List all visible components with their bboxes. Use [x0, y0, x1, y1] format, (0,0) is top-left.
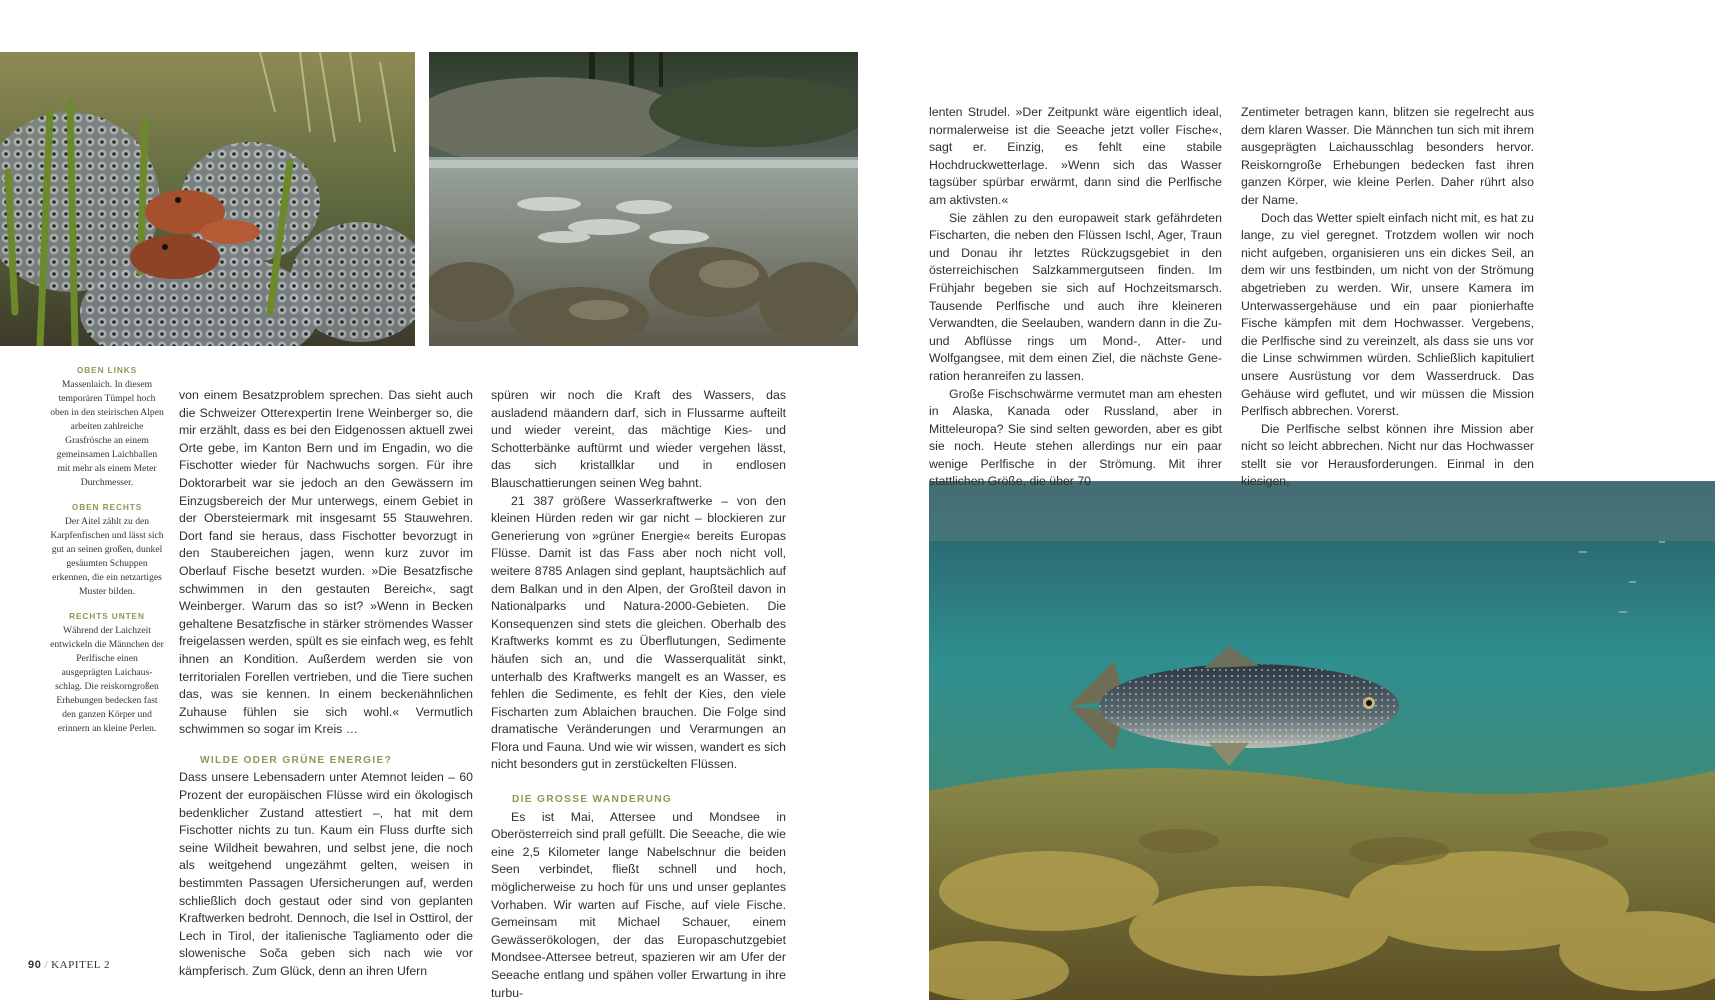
text-column-1: [179, 387, 473, 981]
paragraph: spüren wir noch die Kraft des Wassers, das ausladend mäandern darf, sich in Flussarme aufteilt und wieder vereint, das mächtige Kies- und Schotterbänke auftürmt und wieder vergehen lässt, das sich kristallklar und in endlosen Blauschattierungen seinen Weg bahnt.: [491, 388, 786, 490]
paragraph: von einem Besatzproblem sprechen. Das sieht auch die Schweizer Otterexpertin Irene Weinberger so, die mir erzählt, dass es bei den Eidgenossen aktuell zwei Orte gebe, im Kanton Bern und im Engadin, wo die Fischotter wieder für Nachwuchs sorgen. Für ihre Doktorarbeit war sie jedoch an den Gewässern im Einzugsbereich der Mur unterwegs, einem Gebiet in der Obersteiermark mit insgesamt 55 Stauwehren. Dort fand sie heraus, dass Fischotter bevorzugt in den Staubereichen jagen, wenn kurz zuvor im Oberlauf Fische besetzt wurden. »Die Besatzfische schwimmen in den gestauten Bereich«, sagt Weinberger. Warum das so ist? »Wenn in Becken gehaltene Besatzfische in stärker strömendes Wasser freigelassen werden, spült es sie einfach weg, es fehlt ihnen an Kondition. Außerdem werden sie von territorialen Forellen vertrieben, und die Tiere suchen das, was sie kennen. In einem beckenähnlichen Zuhause fühlen sie sich wohl.« Vermutlich schwimmen so sogar im Kreis …: [179, 388, 473, 737]
caption-oben-links: [50, 364, 164, 490]
paragraph: Sie zählen zu den europaweit stark gefährdeten Fischarten, die neben den Flüssen Ischl, Ager, Traun und Donau ihr letztes Rückzugsgebiet in den österreichischen Salzkammergutseen finden. Im Frühjahr begeben sie sich auf Hochzeitsmarsch. Tausende Perlfische und auch ihre kleineren Verwandten, die Seelauben, wandern dann in die Zu- und Abflüsse rings um Mond-, Atter- und Wolfgangsee, mit dem einen Ziel, die nächste Generation heranreifen zu lassen.: [929, 210, 1222, 383]
section-heading: WILDE ODER GRÜNE ENERGIE?: [200, 754, 393, 766]
text-column-3: [929, 104, 1222, 491]
page-number: 90: [28, 959, 42, 971]
text-column-4: [1241, 104, 1534, 491]
caption-heading: RECHTS UNTEN: [69, 611, 145, 621]
paragraph: Große Fischschwärme vermutet man am ehesten in Alaska, Kanada oder Russland, aber in Mitteleuropa? Sie sind selten geworden, aber es gibt sie noch. Heute stehen allerdings nur ein paar wenige Perlfische in der Strömung. Mit ihrer stattlichen Größe, die über 70: [929, 386, 1222, 489]
photo-frogs-spawn: [0, 52, 415, 346]
paragraph: Dass unsere Lebensadern unter Atemnot leiden – 60 Prozent der europäischen Flüsse wird ein ökologisch bedenklicher Zustand attestiert –, hat mit dem Fischotter nichts zu tun. Kaum ein Fluss durfte sich seine Wildheit bewahren, und selbst jene, die noch als weitgehend ungezähmt gelten, weisen in bestimmten Passagen Ufersicherungen auf, werden schließlich doch gestaut oder sind von geplanten Kraftwerken bedroht. Dennoch, die Isel in Osttirol, der Lech in Tirol, der italienische Tagliamento oder die slowenische Soča geben sich nach wie vor kämpferisch. Zum Glück, denn an ihren Ufern: [179, 770, 473, 978]
section-heading: DIE GROSSE WANDERUNG: [512, 794, 673, 806]
caption-column: [50, 364, 164, 747]
paragraph: 21 387 größere Wasserkraftwerke – von den kleinen Hürden reden wir gar nicht – blockieren zur Generierung von »grüner Energie« bereits Europas Flüsse. Damit ist das Fass aber noch nicht voll, weitere 8785 Anlagen sind geplant, hauptsächlich auf dem Balkan und in den Alpen, der Großteil davon in Nationalparks und Natura-2000-Gebieten. Die Konsequenzen sind stets die gleichen. Oberhalb des Kraftwerks kommt es zu Überflutungen, Sedimente häufen sich an, und die Wasserqualität sinkt, unterhalb des Kraftwerks mangelt es an Wasser, es fehlen die Sedimente, es fehlt der Kies, den viele Fischarten zum Ablaichen brauchen. Die Folge sind dramatische Veränderungen und Verarmungen an Flora und Fauna. Und wie wir wissen, wandert es sich nicht besonders gut in zerstückelten Flüssen.: [491, 493, 786, 772]
folio-separator: /: [44, 959, 49, 971]
photo-perlfisch-underwater: [929, 481, 1715, 1000]
caption-text: Der Aitel zählt zu den Karpfenfischen und lässt sich gut an seinen großen, dunkel gesäumten Schuppen erkennen, die ein netzartiges Muster bilden.: [50, 516, 164, 597]
paragraph: Es ist Mai, Attersee und Mondsee in Oberösterreich sind prall gefüllt. Die Seeache, die wie eine 2,5 Kilometer lange Nabelschnur die beiden Seen verbindet, fließt schnell und hoch, möglicherweise zu hoch für uns und unser geplantes Vorhaben. Wir warten auf Fische, auf viele Fische. Gemeinsam mit Michael Schauer, einem Gewässerökologen, der das Europaschutzgebiet Mondsee-Attersee betreut, spazieren wir am Ufer der Seeache entlang und spähen voller Erwartung in ihre turbu-: [491, 809, 786, 1000]
text-column-2: [491, 387, 786, 1002]
paragraph: Doch das Wetter spielt einfach nicht mit, es hat zu lange, zu viel geregnet. Trotzdem wollen wir noch nicht aufgeben, organisieren uns ein dickes Seil, an dem wir uns festbinden, um nicht von der Strömung abgetrieben zu werden. Wir, unsere Kamera im Unterwassergehäuse und ein paar pionierhafte Fische kämpfen mit dem Hochwasser. Vergebens, die Perlfische sind zu vereinzelt, als dass sie uns vor die Linse schwimmen würden. Schließlich kapituliert unsere Ausrüstung vor dem Wasserdruck. Das Gehäuse wird geflutet, und wir müssen die Mission Perlfisch abbrechen. Vorerst.: [1241, 210, 1534, 419]
paragraph: Zentimeter betragen kann, blitzen sie regelrecht aus dem klaren Wasser. Die Männchen tun sich mit ihrem ausgeprägten Laichausschlag besonders hervor. Reiskorngroße Erhebungen bedecken fast ihren ganzen Körper, wie kleine Perlen. Daher rührt also der Name.: [1241, 105, 1534, 207]
caption-text: Während der Laichzeit entwickeln die Männchen der Perlfische einen ausgeprägten Laichausschlag. Die reiskorngroßen Erhebungen bedecken fast den ganzen Körper und erinnern an kleine Perlen.: [50, 625, 164, 734]
caption-heading: OBEN RECHTS: [71, 502, 143, 512]
caption-rechts-unten: [50, 610, 164, 736]
caption-heading: OBEN LINKS: [76, 365, 138, 375]
paragraph: lenten Strudel. »Der Zeitpunkt wäre eigentlich ideal, normalerweise ist die Seeache jetzt voller Fische«, sagt er. Einzig, es fehlt eine stabile Hochdruckwetterlage. »Wenn sich das Wasser tagsüber spürbar erwärmt, dann sind die Perlfische am aktivsten.«: [929, 105, 1222, 207]
caption-text: Massenlaich. In diesem temporären Tümpel hoch oben in den steirischen Alpen arbeiten zahlreiche Grasfrösche an einem gemeinsamen Laichballen mit mehr als einem Meter Durchmesser.: [50, 379, 164, 488]
caption-oben-rechts: [50, 501, 164, 599]
paragraph: Die Perlfische selbst können ihre Mission aber nicht so leicht abbrechen. Nicht nur das Hochwasser stellt sie vor Herausforderungen. Einmal in den kiesigen,: [1241, 421, 1534, 489]
chapter-label: KAPITEL 2: [51, 959, 111, 971]
page-folio: [28, 959, 110, 971]
photo-river-aitel: [429, 52, 858, 346]
